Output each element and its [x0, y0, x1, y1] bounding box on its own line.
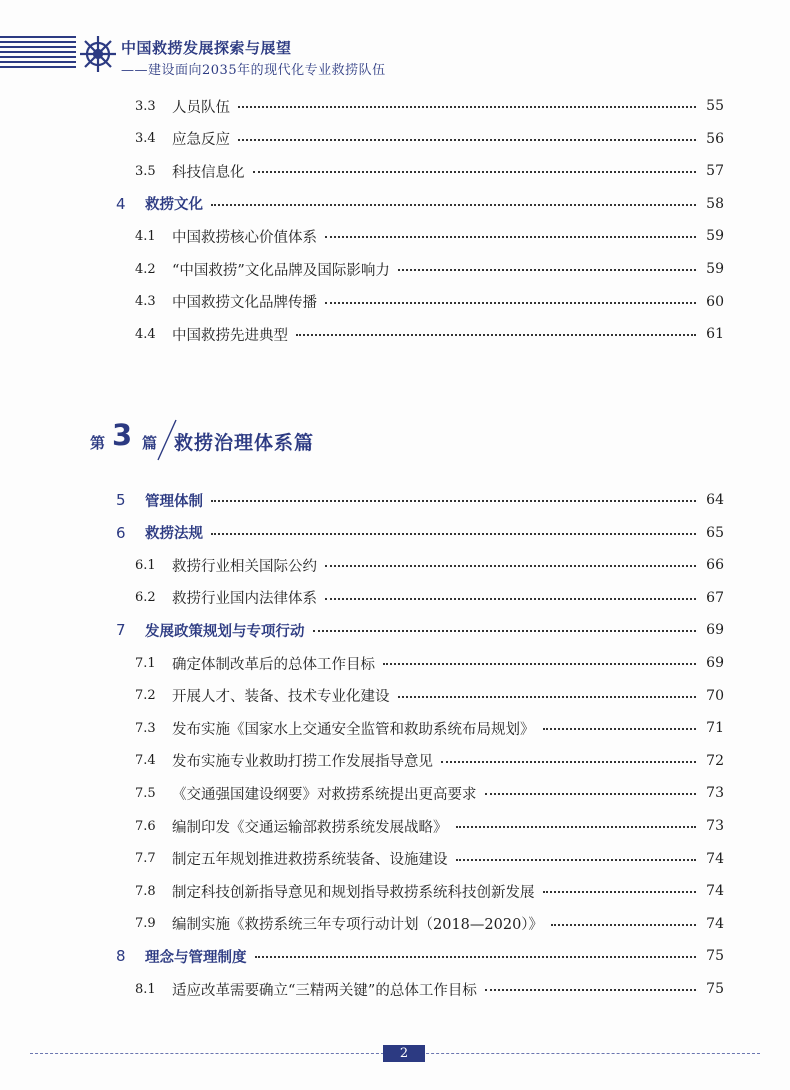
toc-entry-page: 65 — [706, 524, 724, 541]
toc-entry-title: “中国救捞”文化品牌及国际影响力 — [172, 262, 390, 279]
toc-entry-number: 7.3 — [135, 720, 156, 736]
toc-leader-dots — [313, 618, 696, 642]
toc-entry[interactable] — [0, 618, 790, 642]
toc-leader-dots — [551, 912, 696, 936]
toc-leader-dots — [211, 521, 696, 545]
toc-entry-page: 75 — [706, 981, 724, 997]
toc-entry[interactable] — [0, 553, 790, 577]
toc-entry-title: 发布实施《国家水上交通安全监管和救助系统布局规划》 — [172, 721, 535, 738]
toc-entry-number: 3.4 — [135, 131, 156, 147]
toc-entry-number: 8.1 — [135, 981, 156, 997]
toc-entry-number: 3.3 — [135, 98, 156, 114]
toc-leader-dots — [325, 553, 696, 577]
toc-entry-title: 适应改革需要确立“三精两关键”的总体工作目标 — [172, 982, 477, 999]
toc-entry[interactable] — [0, 127, 790, 151]
toc-leader-dots — [543, 879, 696, 903]
part-suffix: 篇 — [142, 434, 158, 452]
toc-entry-number: 4 — [116, 194, 126, 213]
toc-entry-title: 《交通强国建设纲要》对救捞系统提出更高要求 — [172, 786, 477, 803]
toc-entry[interactable] — [0, 716, 790, 740]
toc-entry-page: 73 — [706, 785, 724, 802]
toc-entry[interactable] — [0, 977, 790, 1001]
toc-entry-number: 7.4 — [135, 753, 156, 769]
toc-entry-title: 救捞行业国内法律体系 — [172, 591, 317, 608]
toc-entry-page: 67 — [706, 589, 724, 606]
toc-leader-dots — [485, 977, 696, 1001]
toc-entry-title: 管理体制 — [145, 493, 203, 510]
toc-entry-title: 编制印发《交通运输部救捞系统发展战略》 — [172, 819, 448, 836]
toc-entry-page: 59 — [706, 228, 724, 245]
toc-leader-dots — [325, 290, 696, 314]
header-stripes — [0, 36, 76, 76]
toc-entry-title: 发展政策规划与专项行动 — [145, 623, 305, 640]
toc-entry-page: 70 — [706, 687, 724, 704]
toc-leader-dots — [325, 586, 696, 610]
toc-leader-dots — [441, 749, 696, 773]
toc-entry-page: 56 — [706, 130, 724, 147]
toc-entry-title: 制定五年规划推进救捞系统装备、设施建设 — [172, 852, 448, 869]
toc-entry[interactable] — [0, 749, 790, 773]
toc-entry-title: 开展人才、装备、技术专业化建设 — [172, 689, 390, 706]
toc-entry-title: 救捞行业相关国际公约 — [172, 558, 317, 575]
toc-entry[interactable] — [0, 651, 790, 675]
part-prefix: 第 — [90, 434, 106, 452]
toc-leader-dots — [211, 488, 696, 512]
toc-entry[interactable] — [0, 521, 790, 545]
toc-entry[interactable] — [0, 290, 790, 314]
toc-entry-page: 74 — [706, 883, 724, 900]
toc-leader-dots — [255, 944, 696, 968]
toc-entry[interactable] — [0, 159, 790, 183]
toc-leader-dots — [456, 814, 696, 838]
toc-entry[interactable] — [0, 944, 790, 968]
toc-entry-number: 7.8 — [135, 883, 156, 899]
toc-entry-page: 59 — [706, 261, 724, 277]
toc-leader-dots — [211, 192, 696, 216]
toc-entry-page: 74 — [706, 850, 724, 867]
toc-entry-page: 58 — [706, 195, 724, 212]
book-subtitle: ——建设面向2035年的现代化专业救捞队伍 — [121, 63, 386, 78]
book-title: 中国救捞发展探索与展望 — [121, 39, 292, 57]
part-title: 救捞治理体系篇 — [174, 432, 315, 454]
toc-leader-dots — [253, 159, 696, 183]
toc-entry-number: 5 — [116, 491, 126, 509]
toc-entry[interactable] — [0, 488, 790, 512]
toc-leader-dots — [238, 94, 696, 118]
toc-entry-title: 救捞法规 — [145, 526, 203, 543]
toc-entry-number: 6.2 — [135, 590, 156, 606]
toc-entry-number: 7.9 — [135, 916, 156, 932]
toc-entry[interactable] — [0, 224, 790, 248]
toc-leader-dots — [456, 847, 696, 871]
toc-entry-title: 中国救捞先进典型 — [172, 327, 288, 344]
toc-entry-title: 确定体制改革后的总体工作目标 — [172, 656, 375, 673]
toc-leader-dots — [325, 224, 696, 248]
toc-entry[interactable] — [0, 879, 790, 903]
toc-entry-number: 8 — [116, 947, 126, 966]
toc-entry-page: 66 — [706, 557, 724, 574]
toc-entry-page: 75 — [706, 948, 724, 965]
toc-leader-dots — [398, 257, 696, 281]
toc-entry-title: 中国救捞核心价值体系 — [172, 229, 317, 246]
part-heading — [90, 418, 410, 462]
toc-entry-page: 73 — [706, 818, 724, 834]
toc-entry-title: 应急反应 — [172, 132, 230, 149]
toc-leader-dots — [485, 781, 696, 805]
toc-entry-page: 69 — [706, 622, 724, 639]
toc-entry-number: 7.6 — [135, 818, 156, 834]
toc-entry-page: 57 — [706, 163, 724, 180]
toc-entry-page: 61 — [706, 326, 724, 343]
toc-leader-dots — [383, 651, 696, 675]
toc-entry[interactable] — [0, 781, 790, 805]
toc-leader-dots — [543, 716, 696, 740]
toc-entry[interactable] — [0, 94, 790, 118]
part-number: 3 — [112, 418, 133, 452]
toc-entry-title: 科技信息化 — [172, 164, 245, 181]
toc-entry-title: 中国救捞文化品牌传播 — [172, 295, 317, 312]
page-number: 2 — [383, 1045, 425, 1062]
toc-entry-number: 6.1 — [135, 557, 156, 573]
toc-entry-title: 发布实施专业救助打捞工作发展指导意见 — [172, 754, 433, 771]
toc-leader-dots — [398, 684, 696, 708]
toc-entry-number: 4.4 — [135, 326, 156, 342]
ship-wheel-icon — [78, 34, 118, 74]
toc-entry[interactable] — [0, 322, 790, 346]
toc-entry[interactable] — [0, 684, 790, 708]
toc-entry-title: 编制实施《救捞系统三年专项行动计划（2018—2020）》 — [172, 917, 544, 934]
toc-entry[interactable] — [0, 847, 790, 871]
toc-entry-page: 64 — [706, 492, 724, 508]
toc-entry-page: 72 — [706, 752, 724, 769]
toc-entry-title: 制定科技创新指导意见和规划指导救捞系统科技创新发展 — [172, 884, 535, 901]
toc-entry-page: 74 — [706, 915, 724, 932]
toc-entry-number: 3.5 — [135, 163, 156, 179]
toc-entry-number: 7 — [116, 621, 126, 640]
toc-entry-number: 7.5 — [135, 785, 156, 801]
toc-entry[interactable] — [0, 586, 790, 610]
toc-entry-number: 4.1 — [135, 228, 156, 244]
toc-entry-number: 7.1 — [135, 655, 156, 671]
toc-entry-title: 理念与管理制度 — [145, 949, 247, 966]
toc-leader-dots — [238, 127, 696, 151]
toc-entry-number: 4.2 — [135, 261, 156, 277]
toc-entry-number: 6 — [116, 523, 126, 542]
toc-entry[interactable] — [0, 257, 790, 281]
toc-entry[interactable] — [0, 192, 790, 216]
toc-entry-title: 人员队伍 — [172, 99, 230, 116]
toc-entry-page: 69 — [706, 655, 724, 671]
toc-entry-number: 7.7 — [135, 851, 156, 867]
toc-entry-page: 60 — [706, 293, 724, 310]
toc-entry[interactable] — [0, 912, 790, 936]
toc-entry-number: 7.2 — [135, 688, 156, 704]
toc-entry[interactable] — [0, 814, 790, 838]
toc-entry-number: 4.3 — [135, 294, 156, 310]
toc-leader-dots — [296, 322, 696, 346]
toc-entry-page: 71 — [706, 720, 724, 737]
toc-entry-title: 救捞文化 — [145, 197, 203, 214]
toc-entry-page: 55 — [706, 98, 724, 114]
